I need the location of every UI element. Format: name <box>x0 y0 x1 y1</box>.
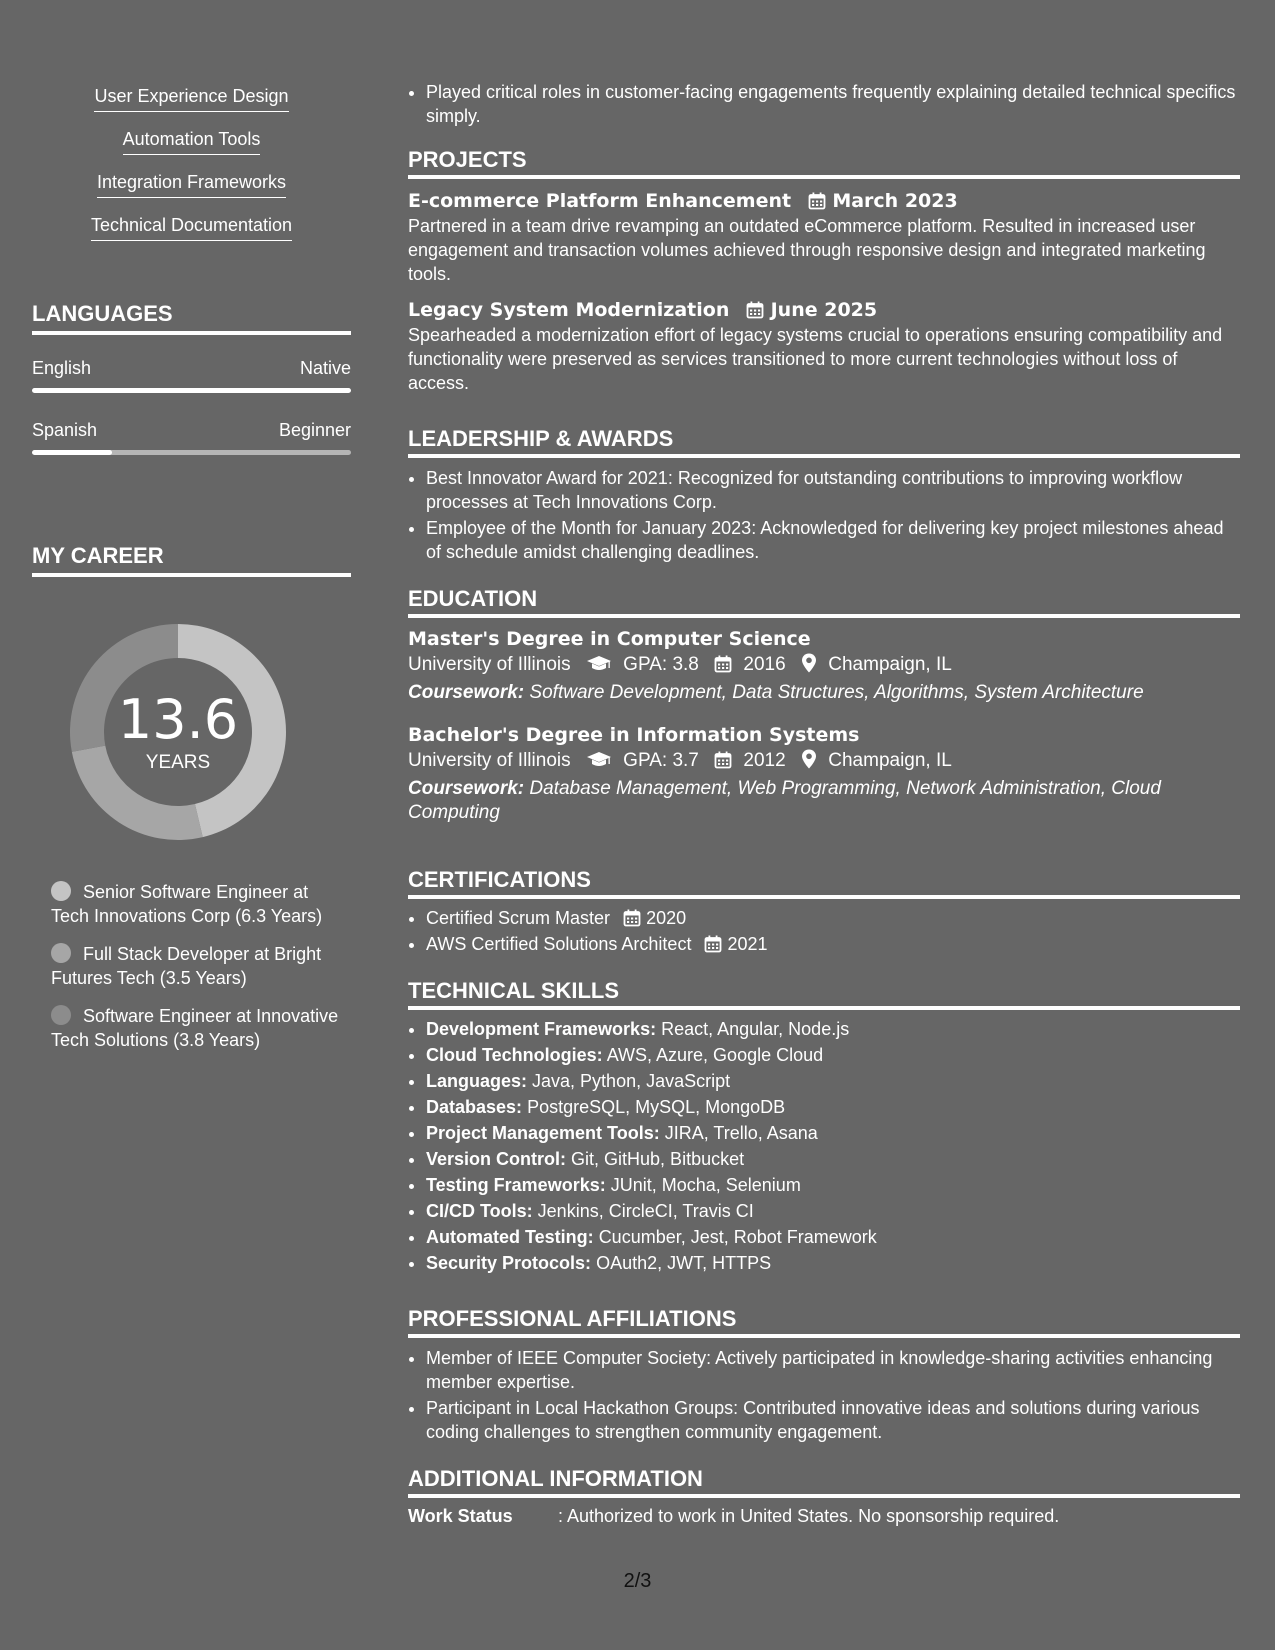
school-location: Champaign, IL <box>828 654 952 675</box>
project-item <box>408 188 1240 286</box>
legend-dot <box>51 881 71 901</box>
technical-skill-label: Project Management Tools: <box>426 1123 660 1143</box>
experience-continued <box>408 80 1240 130</box>
technical-skill-item <box>426 1173 1240 1197</box>
project-name: Legacy System Modernization <box>408 299 730 321</box>
technical-skill-item <box>426 1095 1240 1119</box>
leadership-title: LEADERSHIP & AWARDS <box>408 425 1240 458</box>
additional-info-title: ADDITIONAL INFORMATION <box>408 1465 1240 1498</box>
skill-list <box>32 85 351 257</box>
calendar-icon <box>746 301 764 319</box>
technical-skills-list <box>408 1017 1240 1275</box>
technical-skill-value: PostgreSQL, MySQL, MongoDB <box>527 1097 786 1117</box>
skill-item: Technical Documentation <box>91 214 292 241</box>
technical-skill-item <box>426 1043 1240 1067</box>
project-date: June 2025 <box>770 299 878 321</box>
technical-skill-label: CI/CD Tools: <box>426 1201 533 1221</box>
language-name: Spanish <box>32 420 98 440</box>
coursework-label: Coursework: <box>408 682 525 703</box>
technical-skill-value: Jenkins, CircleCI, Travis CI <box>537 1201 754 1221</box>
technical-skill-label: Security Protocols: <box>426 1253 592 1273</box>
projects-title: PROJECTS <box>408 146 1240 179</box>
language-level-fill <box>32 450 112 455</box>
legend-dot <box>51 943 71 963</box>
technical-skill-label: Automated Testing: <box>426 1227 594 1247</box>
certifications-title: CERTIFICATIONS <box>408 866 1240 899</box>
technical-skill-value: JUnit, Mocha, Selenium <box>610 1175 801 1195</box>
technical-skill-item <box>426 1147 1240 1171</box>
certification-item <box>426 932 1240 956</box>
gpa: GPA: 3.8 <box>623 654 699 675</box>
career-legend-item <box>51 880 341 928</box>
career-total-years: 13.6 <box>117 688 239 751</box>
school-location: Champaign, IL <box>828 750 952 771</box>
map-pin-icon <box>801 749 817 769</box>
coursework-list: Software Development, Data Structures, Algorithms, System Architecture <box>529 682 1144 703</box>
technical-skill-value: Java, Python, JavaScript <box>532 1071 731 1091</box>
award-item: • Best Innovator Award for 2021: Recognized for outstanding contributions to improving workflow processes at Tech Innovations Corp. <box>426 466 1240 514</box>
calendar-icon <box>714 751 732 769</box>
languages-section <box>32 300 351 455</box>
graduation-cap-icon <box>586 655 612 673</box>
language-level: Native <box>299 358 351 378</box>
calendar-icon <box>808 192 826 210</box>
project-item <box>408 297 1240 395</box>
school-name: University of Illinois <box>408 750 571 771</box>
skill-item: User Experience Design <box>94 85 288 112</box>
affiliation-item: • Participant in Local Hackathon Groups: Contributed innovative ideas and solutions during various coding challenges to strengthen community engagement. <box>426 1396 1240 1444</box>
technical-skill-item <box>426 1225 1240 1249</box>
legend-dot <box>51 1005 71 1025</box>
career-legend <box>51 880 341 1066</box>
degree-name: Bachelor's Degree in Information Systems <box>408 724 860 746</box>
gpa: GPA: 3.7 <box>623 750 699 771</box>
technical-skill-label: Databases: <box>426 1097 523 1117</box>
technical-skills-section <box>408 977 1240 1277</box>
degree-name: Master's Degree in Computer Science <box>408 628 811 650</box>
experience-bullet: • Played critical roles in customer-facing engagements frequently explaining detailed technical specifics simply. <box>426 80 1240 128</box>
language-name: English <box>32 358 92 378</box>
technical-skill-value: OAuth2, JWT, HTTPS <box>596 1253 772 1273</box>
work-status-row <box>408 1504 1240 1528</box>
skill-item: Integration Frameworks <box>97 171 286 198</box>
affiliations-section <box>408 1305 1240 1446</box>
languages-title: LANGUAGES <box>32 300 351 335</box>
calendar-icon <box>714 655 732 673</box>
certification-year: 2021 <box>727 934 768 954</box>
technical-skills-title: TECHNICAL SKILLS <box>408 977 1240 1010</box>
page-number: 2/3 <box>623 1570 652 1592</box>
technical-skill-value: AWS, Azure, Google Cloud <box>606 1045 824 1065</box>
certification-name: AWS Certified Solutions Architect <box>426 934 692 954</box>
project-description: Spearheaded a modernization effort of legacy systems crucial to operations ensuring compatibility and functionality were preserved as services transitioned to more current technologies without loss of access. <box>408 325 1223 393</box>
technical-skill-value: Cucumber, Jest, Robot Framework <box>598 1227 877 1247</box>
school-name: University of Illinois <box>408 654 571 675</box>
additional-info-section <box>408 1465 1240 1528</box>
projects-section <box>408 146 1240 395</box>
language-level-fill <box>32 388 351 393</box>
graduation-year: 2012 <box>743 750 786 771</box>
career-legend-label: Software Engineer at Innovative Tech Solutions (3.8 Years) <box>51 1006 339 1050</box>
technical-skill-item <box>426 1251 1240 1275</box>
project-name: E-commerce Platform Enhancement <box>408 190 792 212</box>
career-legend-label: Senior Software Engineer at Tech Innovations Corp (6.3 Years) <box>51 882 323 926</box>
calendar-icon <box>623 909 641 927</box>
career-legend-label: Full Stack Developer at Bright Futures Tech (3.5 Years) <box>51 944 322 988</box>
language-level: Beginner <box>278 420 351 440</box>
technical-skill-label: Version Control: <box>426 1149 567 1169</box>
career-title: MY CAREER <box>32 542 351 577</box>
technical-skill-value: Git, GitHub, Bitbucket <box>571 1149 745 1169</box>
career-total-unit: YEARS <box>145 752 211 773</box>
technical-skill-item <box>426 1069 1240 1093</box>
certification-item <box>426 906 1240 930</box>
career-legend-item <box>51 942 341 990</box>
skill-item: Automation Tools <box>123 128 261 155</box>
technical-skill-label: Testing Frameworks: <box>426 1175 606 1195</box>
technical-skill-item <box>426 1121 1240 1145</box>
project-date: March 2023 <box>832 190 958 212</box>
career-donut-chart <box>66 620 290 844</box>
map-pin-icon <box>801 653 817 673</box>
leadership-section <box>408 425 1240 566</box>
work-status-label: Work Status <box>408 1506 513 1526</box>
language-item <box>32 356 351 393</box>
coursework-label: Coursework: <box>408 778 525 799</box>
technical-skill-value: React, Angular, Node.js <box>661 1019 850 1039</box>
graduation-cap-icon <box>586 751 612 769</box>
language-level-bar <box>32 450 351 455</box>
technical-skill-item <box>426 1017 1240 1041</box>
certifications-section <box>408 866 1240 958</box>
language-item <box>32 418 351 455</box>
project-description: Partnered in a team drive revamping an outdated eCommerce platform. Resulted in increased user engagement and transaction volumes achieved through responsive design and integrated marketing tools. <box>408 216 1206 284</box>
career-section <box>32 542 351 577</box>
technical-skill-label: Cloud Technologies: <box>426 1045 603 1065</box>
technical-skill-label: Development Frameworks: <box>426 1019 657 1039</box>
coursework-list: Database Management, Web Programming, Network Administration, Cloud Computing <box>408 778 1161 823</box>
award-item: • Employee of the Month for January 2023: Acknowledged for delivering key project milestones ahead of schedule amidst challenging deadlines. <box>426 516 1240 564</box>
affiliations-title: PROFESSIONAL AFFILIATIONS <box>408 1305 1240 1338</box>
technical-skill-label: Languages: <box>426 1071 528 1091</box>
certification-name: Certified Scrum Master <box>426 908 611 928</box>
technical-skill-item <box>426 1199 1240 1223</box>
career-legend-item <box>51 1004 341 1052</box>
education-item <box>408 626 1240 705</box>
graduation-year: 2016 <box>743 654 786 675</box>
education-title: EDUCATION <box>408 585 1240 618</box>
certification-year: 2020 <box>646 908 687 928</box>
education-item <box>408 722 1240 825</box>
affiliation-item: • Member of IEEE Computer Society: Actively participated in knowledge-sharing activities enhancing member expertise. <box>426 1346 1240 1394</box>
technical-skill-value: JIRA, Trello, Asana <box>664 1123 818 1143</box>
education-section <box>408 585 1240 825</box>
language-level-bar <box>32 388 351 393</box>
work-status-value: : Authorized to work in United States. No sponsorship required. <box>558 1506 1060 1526</box>
calendar-icon <box>704 935 722 953</box>
